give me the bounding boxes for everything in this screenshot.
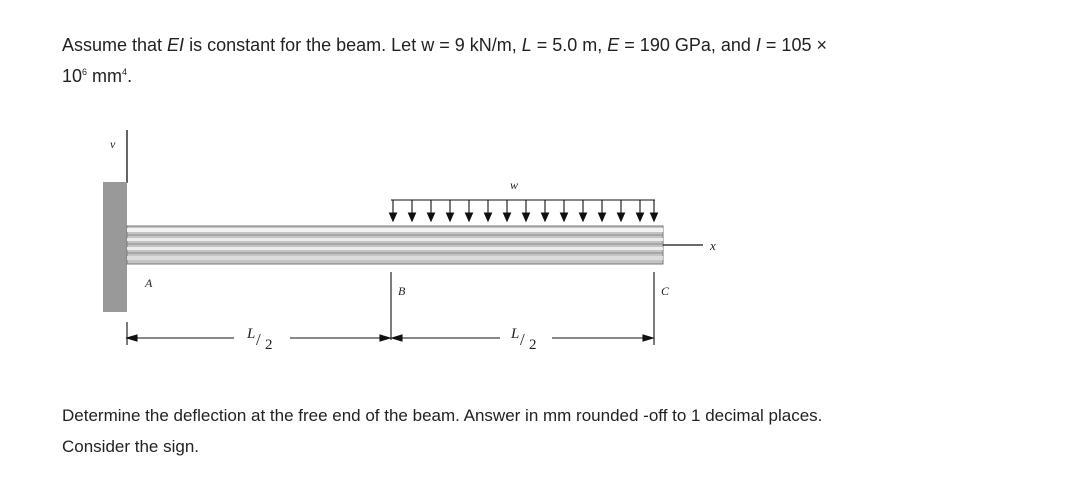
- point-c-label: C: [661, 284, 670, 298]
- x-axis-label: x: [710, 238, 716, 253]
- distributed-load: [390, 200, 658, 221]
- right-dim-denominator: 2: [529, 337, 537, 353]
- load-label: w: [510, 178, 519, 192]
- problem-text-7: mm: [87, 66, 123, 86]
- i-symbol: I: [755, 35, 761, 55]
- question-line-2: Consider the sign.: [62, 437, 200, 456]
- problem-text-8: .: [127, 66, 133, 86]
- dimension-lines: [127, 322, 653, 345]
- exponent-6: 6: [82, 67, 88, 77]
- problem-text-5: = 105 ×: [760, 35, 827, 55]
- l-symbol: L: [521, 35, 532, 55]
- right-dimension-label: [510, 326, 537, 353]
- v-axis-label: v: [110, 137, 116, 151]
- problem-text-4: = 190 GPa, and: [619, 35, 756, 55]
- left-dim-denominator: 2: [265, 337, 273, 353]
- problem-text-3: = 5.0 m,: [531, 35, 608, 55]
- problem-text-2: is constant for the beam. Let w = 9 kN/m,: [184, 35, 522, 55]
- fixed-wall-support: [103, 182, 127, 312]
- problem-text-1: Assume that: [62, 35, 168, 55]
- left-dim-slash: /: [256, 330, 261, 349]
- left-dim-numerator: L: [247, 326, 256, 342]
- left-dimension-label: [246, 326, 273, 353]
- exponent-4: 4: [122, 67, 128, 77]
- question-line-1: Determine the deflection at the free end of the beam. Answer in mm rounded -off to 1 decimal places.: [62, 406, 823, 425]
- question-statement: [62, 400, 1062, 462]
- right-dim-numerator: L: [511, 326, 520, 342]
- right-dim-slash: /: [520, 330, 525, 349]
- beam: [127, 226, 663, 264]
- e-symbol: E: [607, 35, 620, 55]
- ei-symbol: EI: [167, 35, 185, 55]
- point-a-label: A: [145, 276, 153, 290]
- point-b-label: B: [398, 284, 406, 298]
- problem-text-6: 10: [62, 66, 83, 86]
